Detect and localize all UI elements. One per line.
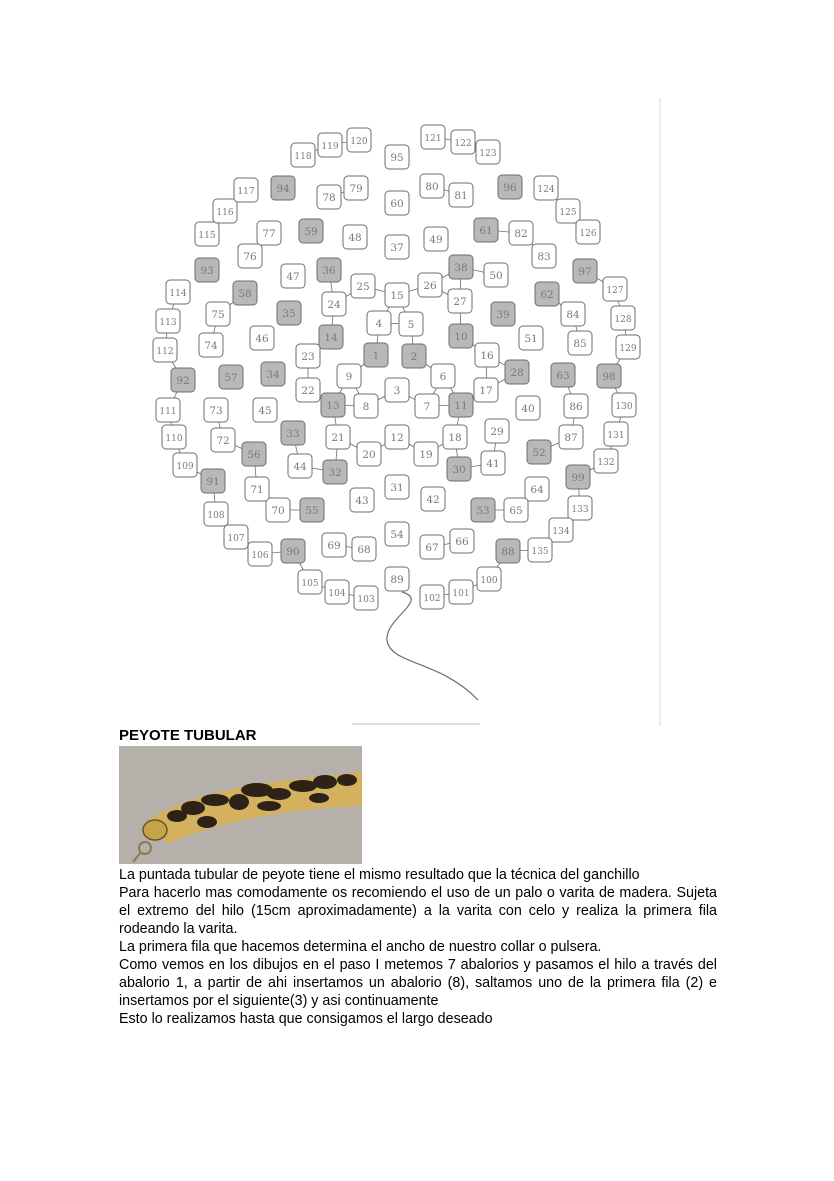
bead-number: 85	[573, 338, 587, 350]
bead-number: 102	[423, 594, 441, 604]
bead-number: 15	[390, 290, 404, 302]
bead-number: 24	[327, 299, 341, 311]
bead-number: 6	[439, 371, 447, 383]
bead	[234, 178, 258, 202]
rope-spot	[289, 780, 317, 792]
bead	[576, 220, 600, 244]
bead-number: 124	[537, 185, 555, 195]
bead	[496, 539, 520, 563]
bead-number: 26	[423, 280, 437, 292]
bead	[199, 333, 223, 357]
bead-number: 135	[531, 547, 549, 557]
bead	[238, 244, 262, 268]
bead	[300, 498, 324, 522]
bead	[281, 421, 305, 445]
bead-number: 61	[479, 225, 493, 237]
bead-number: 123	[479, 149, 497, 159]
bead	[156, 398, 180, 422]
bead	[195, 258, 219, 282]
paragraph-finish: Esto lo realizamos hasta que consigamos el largo deseado	[119, 1011, 493, 1027]
bead-number: 14	[324, 332, 338, 344]
bead	[364, 343, 388, 367]
bead	[343, 225, 367, 249]
bead-number: 63	[556, 370, 570, 382]
bead-number: 72	[216, 435, 230, 447]
bead-number: 43	[355, 495, 369, 507]
bead	[385, 475, 409, 499]
bead-number: 8	[362, 401, 370, 413]
bead	[337, 364, 361, 388]
bead	[323, 460, 347, 484]
bead	[491, 302, 515, 326]
bead	[519, 326, 543, 350]
bead	[616, 335, 640, 359]
bead	[568, 496, 592, 520]
paragraph-intro: La puntada tubular de peyote tiene el mismo resultado que la técnica del ganchillo	[119, 867, 640, 883]
bead-number: 30	[452, 464, 466, 476]
bead-number: 77	[262, 228, 276, 240]
bead	[504, 498, 528, 522]
bead-number: 89	[390, 574, 404, 586]
bead	[611, 306, 635, 330]
bead-number: 54	[390, 529, 404, 541]
bead-number: 47	[286, 271, 300, 283]
bead-number: 69	[327, 540, 341, 552]
bead-number: 60	[390, 198, 404, 210]
bead	[528, 538, 552, 562]
rope-spot	[257, 801, 281, 811]
bead-number: 119	[321, 142, 339, 152]
bead-number: 79	[349, 183, 363, 195]
bead	[421, 125, 445, 149]
bead-number: 90	[286, 546, 300, 558]
bead	[350, 488, 374, 512]
bead-number: 70	[271, 505, 285, 517]
bead-number: 78	[322, 192, 336, 204]
bead	[266, 498, 290, 522]
beads	[153, 125, 640, 610]
bead	[325, 580, 349, 604]
bead	[385, 191, 409, 215]
bead-number: 117	[237, 187, 255, 197]
bead	[449, 183, 473, 207]
bead-number: 106	[251, 551, 269, 561]
bead	[516, 396, 540, 420]
bead	[319, 325, 343, 349]
bead-number: 80	[425, 181, 439, 193]
bead	[475, 343, 499, 367]
rope-spot	[267, 788, 291, 800]
bead-number: 2	[410, 351, 418, 363]
bead-number: 18	[448, 432, 462, 444]
bead-number: 33	[286, 428, 300, 440]
bead-number: 35	[282, 308, 296, 320]
bead	[549, 518, 573, 542]
bead-number: 99	[571, 472, 585, 484]
bead	[535, 282, 559, 306]
bead	[211, 428, 235, 452]
bead-number: 97	[578, 266, 592, 278]
bead	[224, 525, 248, 549]
bead	[420, 535, 444, 559]
bead-number: 132	[597, 458, 615, 468]
bead-number: 92	[176, 375, 190, 387]
bead	[321, 393, 345, 417]
bead-number: 19	[419, 449, 433, 461]
bead	[385, 283, 409, 307]
bead	[322, 533, 346, 557]
bead	[498, 175, 522, 199]
bead	[421, 487, 445, 511]
bead	[296, 378, 320, 402]
bead	[204, 502, 228, 526]
rope-spot	[337, 774, 357, 786]
section-title: PEYOTE TUBULAR	[119, 727, 257, 744]
bead	[347, 128, 371, 152]
bead	[449, 580, 473, 604]
bead	[420, 174, 444, 198]
bead	[447, 457, 471, 481]
bead	[564, 394, 588, 418]
bead	[443, 425, 467, 449]
bead-number: 130	[615, 402, 633, 412]
bead	[156, 309, 180, 333]
bead-number: 113	[159, 318, 177, 328]
bead-number: 39	[496, 309, 510, 321]
bead-number: 21	[331, 432, 345, 444]
bead	[271, 176, 295, 200]
bead-number: 120	[350, 137, 368, 147]
bead	[399, 312, 423, 336]
beaded-bracelet-photo	[119, 746, 362, 864]
bead	[476, 140, 500, 164]
bead	[532, 244, 556, 268]
bead-number: 53	[476, 505, 490, 517]
bead-number: 114	[169, 289, 187, 299]
bead	[245, 477, 269, 501]
bead	[204, 398, 228, 422]
bead	[525, 477, 549, 501]
bead	[206, 302, 230, 326]
bead-number: 76	[243, 251, 257, 263]
bead-number: 73	[209, 405, 223, 417]
bead-number: 27	[453, 296, 467, 308]
bead	[431, 364, 455, 388]
bead-number: 109	[176, 462, 194, 472]
bead-number: 74	[204, 340, 218, 352]
bead	[551, 363, 575, 387]
bead-number: 32	[328, 467, 342, 479]
bead	[385, 567, 409, 591]
bead	[173, 453, 197, 477]
bead-pattern-diagram	[140, 90, 670, 730]
bead-number: 52	[532, 447, 546, 459]
bead	[352, 537, 376, 561]
bead	[233, 281, 257, 305]
bead-number: 91	[206, 476, 220, 488]
rope-spot	[201, 794, 229, 806]
bead-number: 110	[165, 434, 183, 444]
bead	[171, 368, 195, 392]
bead-number: 48	[348, 232, 362, 244]
bead	[471, 498, 495, 522]
bead-number: 58	[238, 288, 252, 300]
paragraph-steps: Como vemos en los dibujos en el paso I metemos 7 abalorios y pasamos el hilo a través del abalorio 1, a partir de ahi insertamos un abalorio (8), saltamos uno de la primera fila (2) e insertamos por el siguiente(3) y asi continuamente	[119, 957, 717, 1009]
bead	[357, 442, 381, 466]
bead-number: 37	[390, 242, 404, 254]
bead-number: 57	[224, 372, 238, 384]
rope-spot	[197, 816, 217, 828]
bead-number: 55	[305, 505, 319, 517]
bead	[415, 394, 439, 418]
bead	[527, 440, 551, 464]
bead-number: 34	[266, 369, 280, 381]
bead	[385, 522, 409, 546]
bead	[367, 311, 391, 335]
bead-number: 83	[537, 251, 551, 263]
bead-number: 67	[425, 542, 439, 554]
bead-number: 44	[293, 461, 307, 473]
bead	[594, 449, 618, 473]
bead	[261, 362, 285, 386]
bead	[288, 454, 312, 478]
bead-number: 46	[255, 333, 269, 345]
bead-number: 116	[216, 208, 234, 218]
bead	[351, 274, 375, 298]
bead-number: 127	[606, 286, 624, 296]
bead-number: 4	[375, 318, 383, 330]
rope-spot	[309, 793, 329, 803]
bead-number: 20	[362, 449, 376, 461]
bead	[450, 529, 474, 553]
bead-number: 105	[301, 579, 319, 589]
bead-number: 5	[407, 319, 415, 331]
bead-number: 42	[426, 494, 440, 506]
bead	[153, 338, 177, 362]
bead	[568, 331, 592, 355]
bead-number: 9	[345, 371, 353, 383]
bead-number: 131	[607, 431, 625, 441]
bead-number: 7	[423, 401, 431, 413]
bead	[418, 273, 442, 297]
bead-number: 104	[328, 589, 346, 599]
bead-number: 75	[211, 309, 225, 321]
bead	[318, 133, 342, 157]
bead-number: 133	[571, 505, 589, 515]
bead-number: 29	[490, 426, 504, 438]
bead-number: 125	[559, 208, 577, 218]
bead-number: 84	[566, 309, 580, 321]
bead-number: 11	[454, 400, 468, 412]
bead-number: 65	[509, 505, 523, 517]
bead-number: 22	[301, 385, 315, 397]
bead-number: 36	[322, 265, 336, 277]
bead	[213, 199, 237, 223]
bead-number: 38	[454, 262, 468, 274]
bead-number: 118	[294, 152, 312, 162]
bead-number: 31	[390, 482, 404, 494]
bead	[505, 360, 529, 384]
bead-number: 1	[372, 350, 380, 362]
bead-number: 56	[247, 449, 261, 461]
bead	[201, 469, 225, 493]
bead	[449, 255, 473, 279]
bead-number: 3	[393, 385, 401, 397]
bead-number: 41	[486, 458, 500, 470]
bead	[556, 199, 580, 223]
bead-number: 62	[540, 289, 554, 301]
bead	[566, 465, 590, 489]
bead	[257, 221, 281, 245]
bead-number: 68	[357, 544, 371, 556]
bead-number: 81	[454, 190, 468, 202]
bead	[242, 442, 266, 466]
bead-number: 98	[602, 371, 616, 383]
bead	[299, 219, 323, 243]
bead	[509, 221, 533, 245]
bead-number: 64	[530, 484, 544, 496]
bead-number: 93	[200, 265, 214, 277]
bead	[344, 176, 368, 200]
bead	[166, 280, 190, 304]
bead	[385, 378, 409, 402]
bead	[277, 301, 301, 325]
bead	[385, 145, 409, 169]
clasp	[143, 820, 167, 840]
bead	[448, 289, 472, 313]
bead-number: 17	[479, 385, 493, 397]
bead-number: 103	[357, 595, 375, 605]
bead-number: 129	[619, 344, 637, 354]
bead	[402, 344, 426, 368]
bead-number: 12	[390, 432, 404, 444]
rope-spot	[229, 794, 249, 810]
bead	[603, 277, 627, 301]
bead	[597, 364, 621, 388]
bead-number: 59	[304, 226, 318, 238]
bead	[481, 451, 505, 475]
bead	[449, 393, 473, 417]
bead-number: 126	[579, 229, 597, 239]
bead	[281, 264, 305, 288]
bead	[612, 393, 636, 417]
bead	[248, 542, 272, 566]
bead	[534, 176, 558, 200]
bead	[326, 425, 350, 449]
bead-number: 40	[521, 403, 535, 415]
bead	[195, 222, 219, 246]
bead-number: 86	[569, 401, 583, 413]
bead	[561, 302, 585, 326]
bead-number: 28	[510, 367, 524, 379]
bead-number: 10	[454, 331, 468, 343]
bead	[219, 365, 243, 389]
bead	[281, 539, 305, 563]
bead	[420, 585, 444, 609]
bead	[385, 425, 409, 449]
bead-number: 45	[258, 405, 272, 417]
bead-number: 82	[514, 228, 528, 240]
bead	[253, 398, 277, 422]
bead	[317, 185, 341, 209]
bead-number: 121	[424, 134, 442, 144]
paragraph-first-row: La primera fila que hacemos determina el ancho de nuestro collar o pulsera.	[119, 939, 602, 955]
bead-number: 88	[501, 546, 515, 558]
bead	[414, 442, 438, 466]
bead	[477, 567, 501, 591]
rope-spot	[313, 775, 337, 789]
bead	[162, 425, 186, 449]
bead	[317, 258, 341, 282]
bead-number: 13	[326, 400, 340, 412]
bead	[484, 263, 508, 287]
bead-number: 134	[552, 527, 570, 537]
bead	[291, 143, 315, 167]
bead	[474, 378, 498, 402]
bead	[250, 326, 274, 350]
bead	[354, 394, 378, 418]
bead-number: 71	[250, 484, 264, 496]
bead-number: 107	[227, 534, 245, 544]
bead-number: 25	[356, 281, 370, 293]
bead	[449, 324, 473, 348]
bead	[573, 259, 597, 283]
bead	[604, 422, 628, 446]
bead-number: 66	[455, 536, 469, 548]
bead	[424, 227, 448, 251]
bead	[354, 586, 378, 610]
bead-number: 16	[480, 350, 494, 362]
bead	[559, 425, 583, 449]
bead	[485, 419, 509, 443]
bead	[451, 130, 475, 154]
bead	[385, 235, 409, 259]
bead-number: 112	[156, 347, 174, 357]
bead-number: 122	[454, 139, 472, 149]
bead	[322, 292, 346, 316]
bead-number: 96	[503, 182, 517, 194]
bead-number: 95	[390, 152, 404, 164]
rope-spot	[181, 801, 205, 815]
bead-number: 115	[198, 231, 216, 241]
bead-number: 101	[452, 589, 470, 599]
bead-number: 100	[480, 576, 498, 586]
bead-number: 87	[564, 432, 578, 444]
instructions-text	[119, 866, 717, 1028]
bead-number: 51	[524, 333, 538, 345]
bead	[296, 344, 320, 368]
bead-number: 23	[301, 351, 315, 363]
bead-number: 111	[159, 407, 177, 417]
bead	[474, 218, 498, 242]
bead-number: 94	[276, 183, 290, 195]
bead-number: 108	[207, 511, 225, 521]
bead-number: 50	[489, 270, 503, 282]
bead	[298, 570, 322, 594]
bead-number: 128	[614, 315, 632, 325]
paragraph-tool: Para hacerlo mas comodamente os recomiendo el uso de un palo o varita de madera. Sujeta el extremo del hilo (15cm aproximadamente) a la varita con celo y realiza la primera fila rodeando la varita.	[119, 885, 717, 937]
bead-number: 49	[429, 234, 443, 246]
